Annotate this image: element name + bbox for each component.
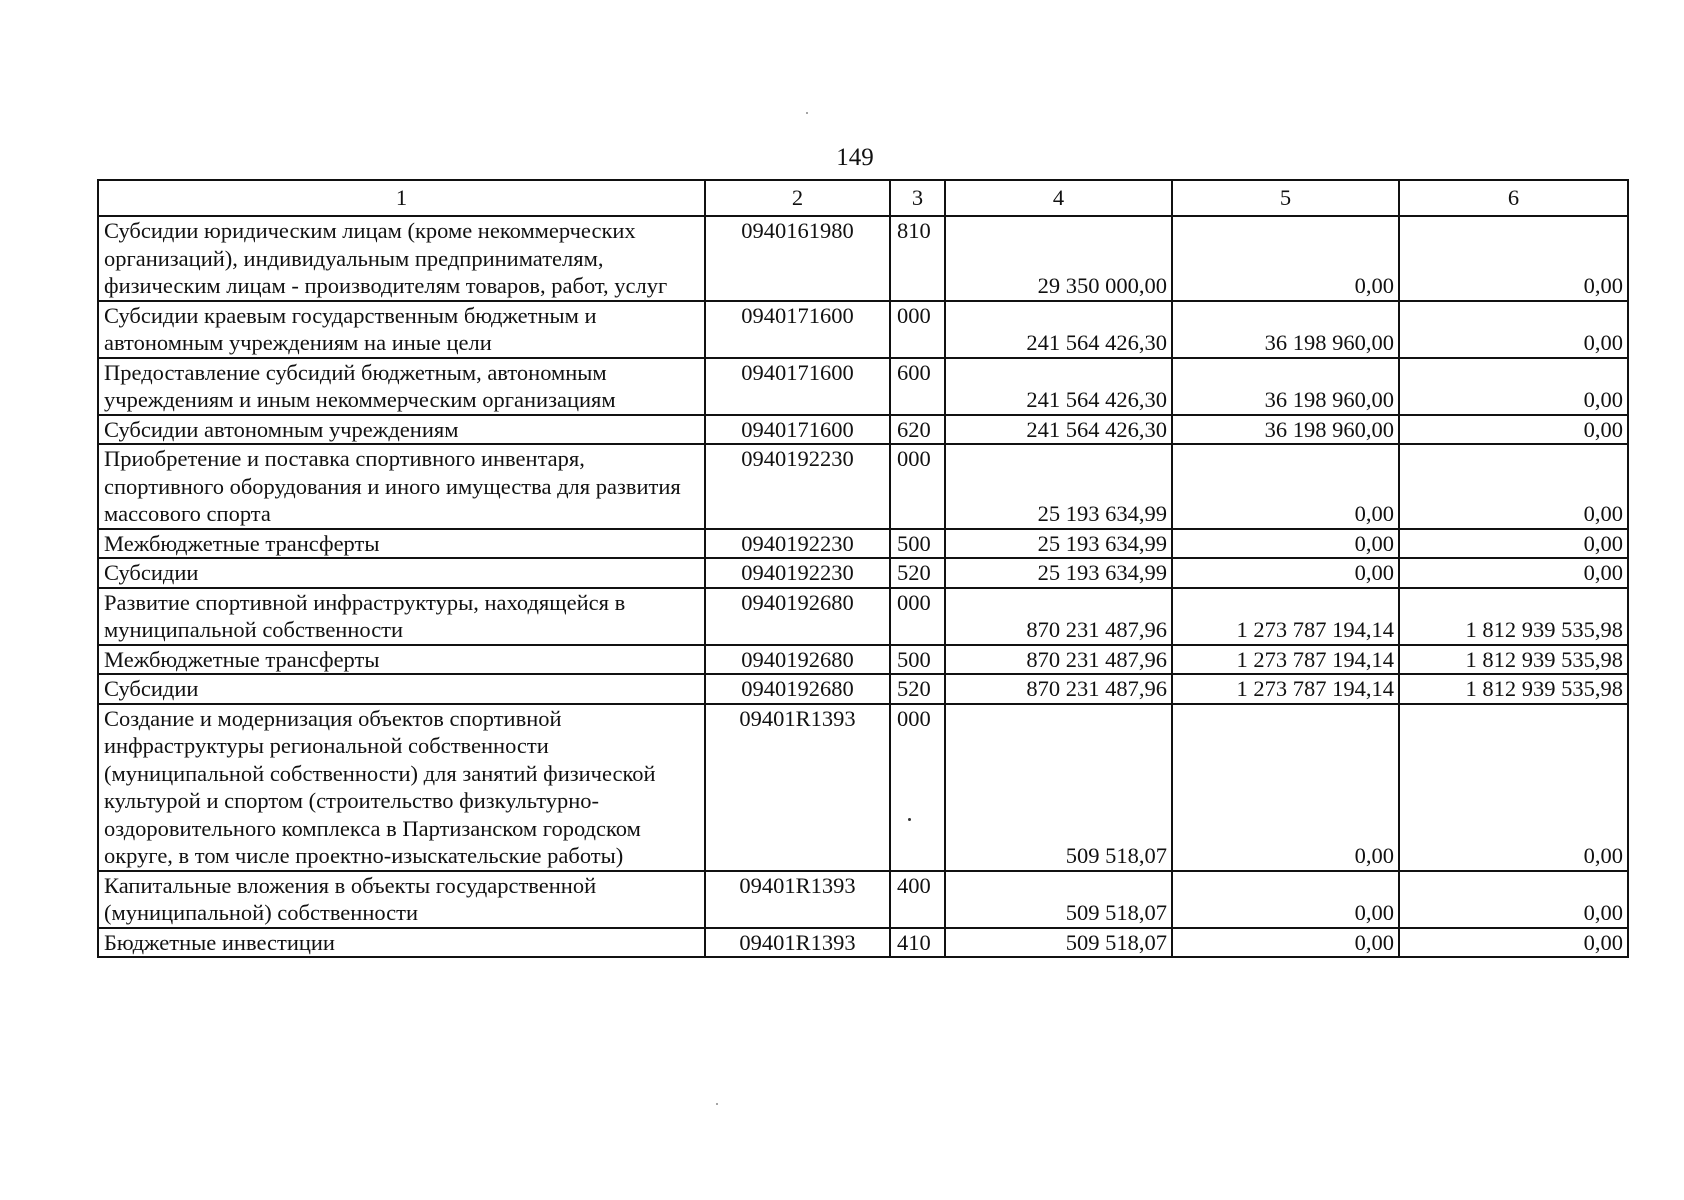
row-amount-col5: 36 198 960,00: [1172, 301, 1399, 358]
row-amount-col4: 870 231 487,96: [945, 645, 1172, 675]
row-amount-col6: 0,00: [1399, 216, 1628, 301]
row-code: 09401R1393: [705, 871, 890, 928]
row-amount-col6: 0,00: [1399, 928, 1628, 958]
row-amount-col5: 1 273 787 194,14: [1172, 645, 1399, 675]
table-row: [98, 444, 1628, 529]
row-amount-col4: 509 518,07: [945, 704, 1172, 871]
row-name: Субсидии краевым государственным бюджетным и автономным учреждениям на иные цели: [98, 301, 705, 358]
row-amount-col4: 509 518,07: [945, 871, 1172, 928]
row-amount-col6: 0,00: [1399, 529, 1628, 559]
row-type: 400: [890, 871, 945, 928]
row-amount-col5: 0,00: [1172, 216, 1399, 301]
table-row: [98, 645, 1628, 675]
row-type: 000: [890, 301, 945, 358]
row-amount-col5: 36 198 960,00: [1172, 358, 1399, 415]
row-type: 600: [890, 358, 945, 415]
row-code: 0940171600: [705, 301, 890, 358]
row-name: Субсидии: [98, 674, 705, 704]
row-amount-col4: 25 193 634,99: [945, 444, 1172, 529]
row-amount-col4: 241 564 426,30: [945, 358, 1172, 415]
table-row: [98, 529, 1628, 559]
row-name: Развитие спортивной инфраструктуры, находящейся в муниципальной собственности: [98, 588, 705, 645]
table-row: [98, 415, 1628, 445]
row-amount-col6: 0,00: [1399, 558, 1628, 588]
column-number-6: 6: [1399, 180, 1628, 216]
row-amount-col5: 0,00: [1172, 704, 1399, 871]
table-row: [98, 216, 1628, 301]
row-type: 000: [890, 588, 945, 645]
row-name: Капитальные вложения в объекты государственной (муниципальной) собственности: [98, 871, 705, 928]
row-amount-col5: 0,00: [1172, 444, 1399, 529]
row-amount-col6: 1 812 939 535,98: [1399, 674, 1628, 704]
row-code: 0940192680: [705, 645, 890, 675]
row-name: Межбюджетные трансферты: [98, 529, 705, 559]
row-code: 0940192680: [705, 588, 890, 645]
row-code: 09401R1393: [705, 704, 890, 871]
row-amount-col6: 1 812 939 535,98: [1399, 588, 1628, 645]
table-row: [98, 928, 1628, 958]
row-name: Бюджетные инвестиции: [98, 928, 705, 958]
row-type: 500: [890, 645, 945, 675]
scan-speck: [716, 1103, 718, 1105]
scan-speck: [908, 818, 911, 821]
row-code: 0940192230: [705, 558, 890, 588]
row-amount-col4: 29 350 000,00: [945, 216, 1172, 301]
row-amount-col4: 870 231 487,96: [945, 588, 1172, 645]
row-amount-col5: 0,00: [1172, 558, 1399, 588]
row-type: 810: [890, 216, 945, 301]
row-amount-col6: 0,00: [1399, 415, 1628, 445]
row-name: Создание и модернизация объектов спортивной инфраструктуры региональной собственности (муниципальной собственности) для занятий физической культурой и спортом (строительство физкультурно-оздоровительного комплекса в Партизанском городском округе, в том числе проектно-изыскательские работы): [98, 704, 705, 871]
row-amount-col6: 0,00: [1399, 871, 1628, 928]
row-type: 500: [890, 529, 945, 559]
row-name: Субсидии: [98, 558, 705, 588]
row-code: 09401R1393: [705, 928, 890, 958]
column-number-3: 3: [890, 180, 945, 216]
row-code: 0940161980: [705, 216, 890, 301]
page-number: 149: [836, 144, 874, 171]
row-amount-col5: 0,00: [1172, 928, 1399, 958]
row-amount-col4: 509 518,07: [945, 928, 1172, 958]
row-amount-col6: 0,00: [1399, 301, 1628, 358]
row-code: 0940171600: [705, 415, 890, 445]
scan-speck: [806, 112, 808, 114]
row-type: 000: [890, 444, 945, 529]
row-amount-col4: 25 193 634,99: [945, 558, 1172, 588]
row-type: 520: [890, 558, 945, 588]
row-type: 520: [890, 674, 945, 704]
column-number-5: 5: [1172, 180, 1399, 216]
row-name: Субсидии автономным учреждениям: [98, 415, 705, 445]
row-type: 000: [890, 704, 945, 871]
row-amount-col4: 241 564 426,30: [945, 415, 1172, 445]
row-code: 0940192230: [705, 444, 890, 529]
column-number-row: [98, 180, 1628, 216]
table-row: [98, 871, 1628, 928]
row-code: 0940171600: [705, 358, 890, 415]
row-amount-col4: 870 231 487,96: [945, 674, 1172, 704]
row-amount-col6: 0,00: [1399, 444, 1628, 529]
row-amount-col5: 0,00: [1172, 529, 1399, 559]
row-code: 0940192680: [705, 674, 890, 704]
budget-table: [97, 179, 1629, 958]
table-row: [98, 558, 1628, 588]
table-row: [98, 704, 1628, 871]
row-type: 620: [890, 415, 945, 445]
row-amount-col5: 1 273 787 194,14: [1172, 588, 1399, 645]
column-number-1: 1: [98, 180, 705, 216]
table-row: [98, 588, 1628, 645]
row-amount-col5: 0,00: [1172, 871, 1399, 928]
row-amount-col5: 1 273 787 194,14: [1172, 674, 1399, 704]
row-amount-col6: 1 812 939 535,98: [1399, 645, 1628, 675]
table-row: [98, 674, 1628, 704]
row-amount-col4: 25 193 634,99: [945, 529, 1172, 559]
row-name: Межбюджетные трансферты: [98, 645, 705, 675]
row-name: Приобретение и поставка спортивного инвентаря, спортивного оборудования и иного имущества для развития массового спорта: [98, 444, 705, 529]
table-row: [98, 358, 1628, 415]
row-name: Предоставление субсидий бюджетным, автономным учреждениям и иным некоммерческим организациям: [98, 358, 705, 415]
row-amount-col6: 0,00: [1399, 358, 1628, 415]
row-type: 410: [890, 928, 945, 958]
table-row: [98, 301, 1628, 358]
column-number-4: 4: [945, 180, 1172, 216]
row-amount-col5: 36 198 960,00: [1172, 415, 1399, 445]
column-number-2: 2: [705, 180, 890, 216]
row-code: 0940192230: [705, 529, 890, 559]
row-amount-col6: 0,00: [1399, 704, 1628, 871]
row-name: Субсидии юридическим лицам (кроме некоммерческих организаций), индивидуальным предпринимателям, физическим лицам - производителям товаров, работ, услуг: [98, 216, 705, 301]
row-amount-col4: 241 564 426,30: [945, 301, 1172, 358]
